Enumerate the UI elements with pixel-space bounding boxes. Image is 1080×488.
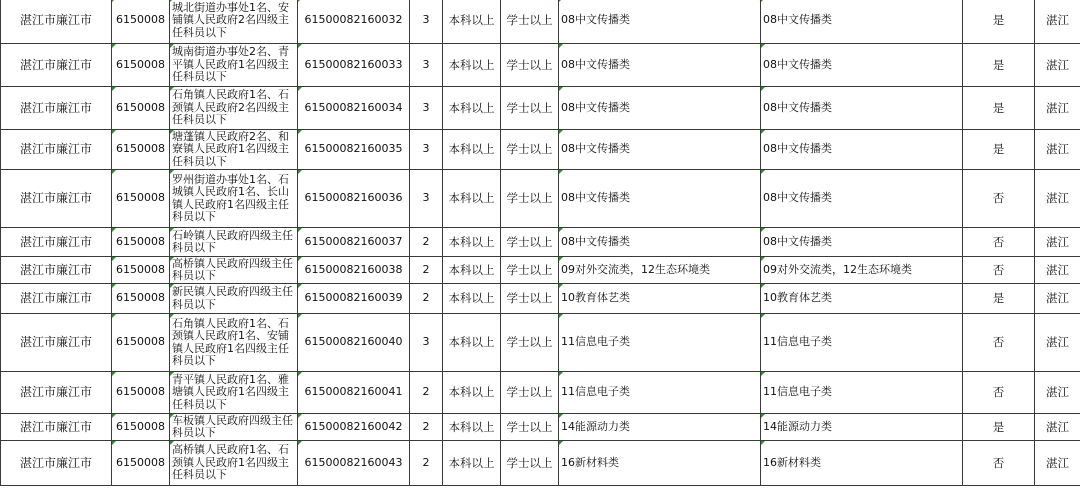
exam-place-cell: 湛江: [1035, 130, 1080, 170]
major-alt-cell: 08中文传播类: [761, 87, 963, 130]
city-cell: 湛江市廉江市: [1, 130, 112, 170]
table-row: [1, 441, 1080, 486]
table-row: [1, 44, 1080, 87]
degree-cell: 学士以上: [501, 130, 559, 170]
post-description-cell: 高桥镇人民政府1名、石颈镇人民政府1名四级主任科员以下: [170, 441, 298, 486]
degree-cell: 学士以上: [501, 257, 559, 284]
table-row: [1, 0, 1080, 44]
city-cell: 湛江市廉江市: [1, 170, 112, 228]
degree-cell: 学士以上: [501, 228, 559, 257]
major-cell: 08中文传播类: [559, 44, 761, 87]
degree-cell: 学士以上: [501, 87, 559, 130]
headcount-cell: 3: [410, 87, 443, 130]
major-alt-cell: 09对外交流类，12生态环境类: [761, 257, 963, 284]
table-row: [1, 87, 1080, 130]
exam-place-cell: 湛江: [1035, 170, 1080, 228]
exam-place-cell: 湛江: [1035, 0, 1080, 44]
dept-code-cell: 6150008: [112, 0, 170, 44]
headcount-cell: 2: [410, 257, 443, 284]
major-alt-cell: 08中文传播类: [761, 170, 963, 228]
major-alt-cell: 08中文传播类: [761, 228, 963, 257]
flag-cell: 是: [963, 414, 1035, 441]
education-cell: 本科以上: [443, 170, 501, 228]
position-code-cell: 61500082160033: [298, 44, 410, 87]
exam-place-cell: 湛江: [1035, 87, 1080, 130]
city-cell: 湛江市廉江市: [1, 228, 112, 257]
degree-cell: 学士以上: [501, 414, 559, 441]
major-alt-cell: 16新材料类: [761, 441, 963, 486]
post-description-cell: 高桥镇人民政府四级主任科员以下: [170, 257, 298, 284]
post-description-cell: 车板镇人民政府四级主任科员以下: [170, 414, 298, 441]
flag-cell: 是: [963, 44, 1035, 87]
dept-code-cell: 6150008: [112, 441, 170, 486]
exam-place-cell: 湛江: [1035, 257, 1080, 284]
flag-cell: 是: [963, 87, 1035, 130]
flag-cell: 是: [963, 284, 1035, 314]
degree-cell: 学士以上: [501, 44, 559, 87]
major-alt-cell: 11信息电子类: [761, 314, 963, 372]
city-cell: 湛江市廉江市: [1, 372, 112, 414]
exam-place-cell: 湛江: [1035, 414, 1080, 441]
major-alt-cell: 14能源动力类: [761, 414, 963, 441]
headcount-cell: 2: [410, 228, 443, 257]
post-description-cell: 新民镇人民政府四级主任科员以下: [170, 284, 298, 314]
headcount-cell: 3: [410, 314, 443, 372]
dept-code-cell: 6150008: [112, 414, 170, 441]
position-code-cell: 61500082160038: [298, 257, 410, 284]
position-code-cell: 61500082160035: [298, 130, 410, 170]
dept-code-cell: 6150008: [112, 228, 170, 257]
exam-place-cell: 湛江: [1035, 372, 1080, 414]
position-code-cell: 61500082160039: [298, 284, 410, 314]
position-code-cell: 61500082160043: [298, 441, 410, 486]
headcount-cell: 3: [410, 0, 443, 44]
dept-code-cell: 6150008: [112, 130, 170, 170]
flag-cell: 否: [963, 441, 1035, 486]
education-cell: 本科以上: [443, 0, 501, 44]
table-row: [1, 314, 1080, 372]
city-cell: 湛江市廉江市: [1, 257, 112, 284]
dept-code-cell: 6150008: [112, 257, 170, 284]
position-code-cell: 61500082160032: [298, 0, 410, 44]
major-cell: 11信息电子类: [559, 314, 761, 372]
city-cell: 湛江市廉江市: [1, 87, 112, 130]
city-cell: 湛江市廉江市: [1, 441, 112, 486]
exam-place-cell: 湛江: [1035, 441, 1080, 486]
position-code-cell: 61500082160042: [298, 414, 410, 441]
dept-code-cell: 6150008: [112, 284, 170, 314]
table-row: [1, 257, 1080, 284]
city-cell: 湛江市廉江市: [1, 314, 112, 372]
major-cell: 08中文传播类: [559, 0, 761, 44]
table-row: [1, 414, 1080, 441]
headcount-cell: 2: [410, 441, 443, 486]
post-description-cell: 石角镇人民政府1名、石颈镇人民政府2名四级主任科员以下: [170, 87, 298, 130]
exam-place-cell: 湛江: [1035, 284, 1080, 314]
dept-code-cell: 6150008: [112, 372, 170, 414]
headcount-cell: 2: [410, 414, 443, 441]
education-cell: 本科以上: [443, 441, 501, 486]
position-code-cell: 61500082160037: [298, 228, 410, 257]
headcount-cell: 2: [410, 372, 443, 414]
post-description-cell: 青平镇人民政府1名、雅塘镇人民政府1名四级主任科员以下: [170, 372, 298, 414]
flag-cell: 否: [963, 170, 1035, 228]
dept-code-cell: 6150008: [112, 314, 170, 372]
major-cell: 10教育体艺类: [559, 284, 761, 314]
education-cell: 本科以上: [443, 44, 501, 87]
flag-cell: 是: [963, 130, 1035, 170]
flag-cell: 否: [963, 314, 1035, 372]
position-code-cell: 61500082160041: [298, 372, 410, 414]
major-cell: 08中文传播类: [559, 87, 761, 130]
major-alt-cell: 08中文传播类: [761, 44, 963, 87]
education-cell: 本科以上: [443, 284, 501, 314]
education-cell: 本科以上: [443, 130, 501, 170]
education-cell: 本科以上: [443, 87, 501, 130]
flag-cell: 否: [963, 228, 1035, 257]
major-cell: 08中文传播类: [559, 228, 761, 257]
exam-place-cell: 湛江: [1035, 314, 1080, 372]
major-cell: 16新材料类: [559, 441, 761, 486]
position-code-cell: 61500082160034: [298, 87, 410, 130]
city-cell: 湛江市廉江市: [1, 414, 112, 441]
degree-cell: 学士以上: [501, 314, 559, 372]
headcount-cell: 3: [410, 44, 443, 87]
table-row: [1, 170, 1080, 228]
exam-place-cell: 湛江: [1035, 44, 1080, 87]
education-cell: 本科以上: [443, 372, 501, 414]
degree-cell: 学士以上: [501, 284, 559, 314]
post-description-cell: 城北街道办事处1名、安铺镇人民政府2名四级主任科员以下: [170, 0, 298, 44]
major-alt-cell: 08中文传播类: [761, 0, 963, 44]
table-row: [1, 228, 1080, 257]
flag-cell: 否: [963, 372, 1035, 414]
flag-cell: 否: [963, 257, 1035, 284]
major-alt-cell: 11信息电子类: [761, 372, 963, 414]
major-alt-cell: 08中文传播类: [761, 130, 963, 170]
headcount-cell: 2: [410, 284, 443, 314]
flag-cell: 是: [963, 0, 1035, 44]
dept-code-cell: 6150008: [112, 170, 170, 228]
table-body: [1, 0, 1080, 486]
education-cell: 本科以上: [443, 314, 501, 372]
major-cell: 08中文传播类: [559, 170, 761, 228]
major-cell: 09对外交流类，12生态环境类: [559, 257, 761, 284]
degree-cell: 学士以上: [501, 0, 559, 44]
city-cell: 湛江市廉江市: [1, 284, 112, 314]
post-description-cell: 罗州街道办事处1名、石城镇人民政府1名、长山镇人民政府1名四级主任科员以下: [170, 170, 298, 228]
degree-cell: 学士以上: [501, 372, 559, 414]
headcount-cell: 3: [410, 170, 443, 228]
headcount-cell: 3: [410, 130, 443, 170]
major-cell: 08中文传播类: [559, 130, 761, 170]
dept-code-cell: 6150008: [112, 87, 170, 130]
exam-place-cell: 湛江: [1035, 228, 1080, 257]
city-cell: 湛江市廉江市: [1, 0, 112, 44]
degree-cell: 学士以上: [501, 170, 559, 228]
degree-cell: 学士以上: [501, 441, 559, 486]
table-row: [1, 372, 1080, 414]
post-description-cell: 塘蓬镇人民政府2名、和寮镇人民政府1名四级主任科员以下: [170, 130, 298, 170]
major-cell: 11信息电子类: [559, 372, 761, 414]
major-alt-cell: 10教育体艺类: [761, 284, 963, 314]
dept-code-cell: 6150008: [112, 44, 170, 87]
position-code-cell: 61500082160036: [298, 170, 410, 228]
education-cell: 本科以上: [443, 257, 501, 284]
position-code-cell: 61500082160040: [298, 314, 410, 372]
education-cell: 本科以上: [443, 414, 501, 441]
education-cell: 本科以上: [443, 228, 501, 257]
city-cell: 湛江市廉江市: [1, 44, 112, 87]
post-description-cell: 城南街道办事处2名、青平镇人民政府1名四级主任科员以下: [170, 44, 298, 87]
post-description-cell: 石岭镇人民政府四级主任科员以下: [170, 228, 298, 257]
table-row: [1, 284, 1080, 314]
post-description-cell: 石角镇人民政府1名、石颈镇人民政府1名、安铺镇人民政府1名四级主任科员以下: [170, 314, 298, 372]
table-row: [1, 130, 1080, 170]
major-cell: 14能源动力类: [559, 414, 761, 441]
